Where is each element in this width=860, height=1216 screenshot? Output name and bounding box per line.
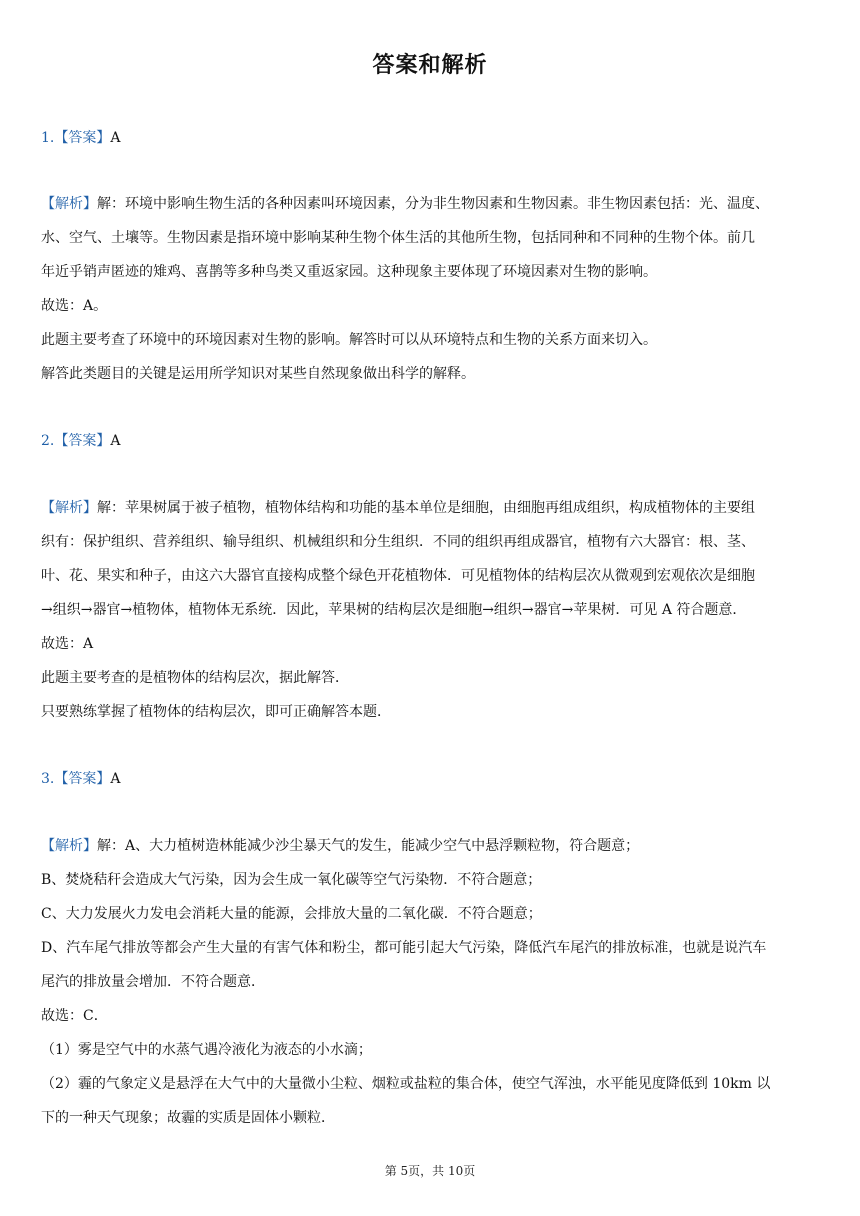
answer-line-2 <box>41 430 120 452</box>
analysis-line: D、汽车尾气排放等都会产生大量的有害气体和粉尘，都可能引起大气污染，降低汽车尾汽的排放标准，也就是说汽车 <box>41 940 767 956</box>
analysis-line: 【解析】解：环境中影响生物生活的各种因素叫环境因素，分为非生物因素和生物因素。非生物因素包括：光、温度、 <box>41 196 769 212</box>
analysis-line: 水、空气、土壤等。生物因素是指环境中影响某种生物个体生活的其他所生物，包括同种和不同种的生物个体。前几 <box>41 230 755 246</box>
question-number: 3. <box>41 771 55 787</box>
analysis-line: 【解析】解：A、大力植树造林能减少沙尘暴天气的发生，能减少空气中悬浮颗粒物，符合题意； <box>41 838 640 854</box>
answer-value: A <box>110 130 121 146</box>
answer-tag: 【答案】 <box>54 771 111 787</box>
analysis-line: 尾汽的排放量会增加．不符合题意． <box>41 974 265 990</box>
analysis-block-2 <box>41 491 821 729</box>
analysis-line: B、焚烧秸秆会造成大气污染，因为会生成一氧化碳等空气污染物．不符合题意； <box>41 872 542 888</box>
analysis-tag: 【解析】 <box>41 838 97 854</box>
answer-line-3 <box>41 768 120 790</box>
analysis-line: 叶、花、果实和种子，由这六大器官直接构成整个绿色开花植物体．可见植物体的结构层次从微观到宏观依次是细胞 <box>41 568 755 584</box>
analysis-line: C、大力发展火力发电会消耗大量的能源，会排放大量的二氧化碳．不符合题意； <box>41 906 542 922</box>
answer-tag: 【答案】 <box>54 130 111 146</box>
analysis-line: 织有：保护组织、营养组织、输导组织、机械组织和分生组织．不同的组织再组成器官，植物有六大器官：根、茎、 <box>41 534 755 550</box>
analysis-line: 故选：A <box>41 636 94 652</box>
analysis-block-1 <box>41 187 821 391</box>
analysis-tag: 【解析】 <box>41 500 97 516</box>
analysis-line: 下的一种天气现象；故霾的实质是固体小颗粒． <box>41 1110 335 1126</box>
page-footer: 第 5页，共 10页 <box>384 1164 476 1178</box>
analysis-line: （1）雾是空气中的水蒸气遇冷液化为液态的小水滴； <box>41 1042 372 1058</box>
answer-tag: 【答案】 <box>54 433 111 449</box>
analysis-line: （2）霾的气象定义是悬浮在大气中的大量微小尘粒、烟粒或盐粒的集合体，使空气浑浊，水平能见度降低到 10km 以 <box>41 1076 771 1092</box>
answer-value: A <box>110 433 121 449</box>
analysis-block-3 <box>41 829 821 1135</box>
analysis-tag: 【解析】 <box>41 196 97 212</box>
analysis-line: 此题主要考查了环境中的环境因素对生物的影响。解答时可以从环境特点和生物的关系方面来切入。 <box>41 332 657 348</box>
analysis-line: 只要熟练掌握了植物体的结构层次，即可正确解答本题． <box>41 704 391 720</box>
analysis-line: 【解析】解：苹果树属于被子植物，植物体结构和功能的基本单位是细胞，由细胞再组成组织，构成植物体的主要组 <box>41 500 755 516</box>
analysis-line: 此题主要考查的是植物体的结构层次，据此解答． <box>41 670 349 686</box>
answer-line-1 <box>41 127 120 149</box>
answer-value: A <box>110 771 121 787</box>
analysis-line: 故选：A。 <box>41 298 108 314</box>
page-title: 答案和解析 <box>372 53 488 78</box>
analysis-line: 解答此类题目的关键是运用所学知识对某些自然现象做出科学的解释。 <box>41 366 475 382</box>
analysis-line: →组织→器官→植物体，植物体无系统．因此，苹果树的结构层次是细胞→组织→器官→苹果树．可见 A 符合题意． <box>41 602 747 618</box>
analysis-line: 故选：C． <box>41 1008 108 1024</box>
analysis-line: 年近乎销声匿迹的雉鸡、喜鹊等多种鸟类又重返家园。这种现象主要体现了环境因素对生物的影响。 <box>41 264 657 280</box>
question-number: 1. <box>41 130 55 146</box>
question-number: 2. <box>41 433 55 449</box>
